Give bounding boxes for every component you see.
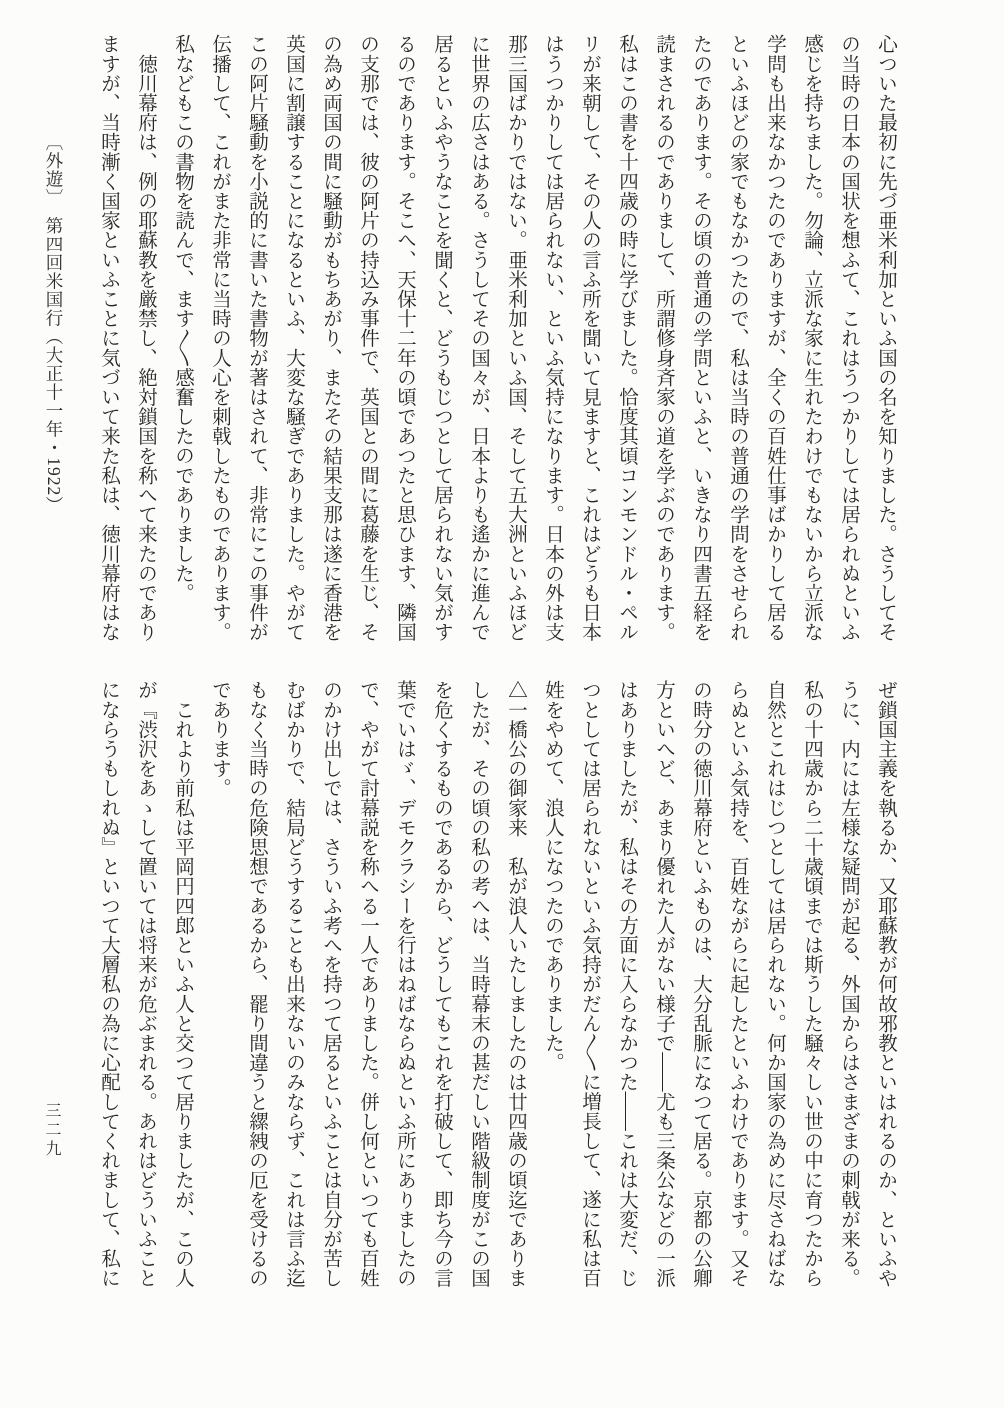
- text-column: 伝播して、これがまた非常に当時の人心を刺戟したものであります。: [209, 34, 230, 642]
- text-column: の当時の日本の国状を想ふて、これはうつかりしては居られぬといふ: [838, 34, 859, 642]
- text-column: はうつかりしては居られない、といふ気持になります。日本の外は支: [542, 34, 563, 642]
- text-column: 心ついた最初に先づ亜米利加といふ国の名を知りました。さうしてそ: [875, 34, 896, 642]
- text-column: △一橋公の御家来 私が浪人いたしましたのは廿四歳の頃迄でありま: [505, 680, 526, 1288]
- text-column: らぬといふ気持を、百姓ながらに起したといふわけであります。又そ: [727, 680, 748, 1288]
- text-column: はありましたが、私はその方面に入らなかつた――これは大変だ、じ: [616, 680, 637, 1288]
- text-column: 私はこの書を十四歳の時に学びました。恰度其頃コンモンドル・ペル: [616, 34, 637, 642]
- text-column: のかけ出しでは、さういふ考へを持つて居るといふことは自分が苦し: [320, 680, 341, 1288]
- text-column: もなく当時の危険思想であるから、罷り間違うと縲絏の厄を受けるの: [246, 680, 267, 1288]
- text-column: の為め両国の間に騒動がもちあがり、またその結果支那は遂に香港を: [320, 34, 341, 642]
- text-column: 方といへど、あまり優れた人がない様子で――尤も三条公などの一派: [653, 680, 674, 1288]
- text-column: ますが、当時漸く国家といふことに気づいて来た私は、徳川幕府はな: [98, 34, 119, 642]
- bottom-text-block: [90, 680, 904, 1310]
- running-header: 〔外遊〕 第四回米国行（大正十一年・1922）: [44, 133, 64, 515]
- text-column: 那三国ばかりではない。亜米利加といふ国、そして五大洲といふほど: [505, 34, 526, 642]
- text-column: に世界の広さはある。さうしてその国々が、日本よりも遙かに進んで: [468, 34, 489, 642]
- text-column: の時分の徳川幕府といふものは、大分乱脈になつて居る。京都の公卿: [690, 680, 711, 1288]
- text-column: 学問も出来なかつたのでありますが、全くの百姓仕事ばかりして居る: [764, 34, 785, 642]
- text-column: これより前私は平岡円四郎といふ人と交つて居りましたが、この人: [172, 680, 193, 1288]
- text-column: の支那では、彼の阿片の持込み事件で、英国との間に葛藤を生じ、そ: [357, 34, 378, 642]
- text-column: 居るといふやうなことを聞くと、どうもじつとして居られない気がす: [431, 34, 452, 642]
- text-column: 葉でいはゞ、デモクラシーを行はねばならぬといふ所にありましたの: [394, 680, 415, 1288]
- text-column: 私の十四歳から二十歳頃までは斯うした騒々しい世の中に育つたから: [801, 680, 822, 1288]
- text-column: 感じを持ちました。勿論、立派な家に生れたわけでもないから立派な: [801, 34, 822, 642]
- text-column: るのであります。そこへ、天保十二年の頃であつたと思ひます、隣国: [394, 34, 415, 642]
- text-column: リが来朝して、その人の言ふ所を聞いて見ますと、これはどうも日本: [579, 34, 600, 642]
- text-column: つとしては居られないといふ気持がだん〱に増長して、遂に私は百: [579, 680, 600, 1288]
- text-column: にならうもしれぬ』といつて大層私の為に心配してくれまして、私に: [98, 680, 119, 1288]
- text-column: で、やがて討幕説を称へる一人でありました。併し何といつても百姓: [357, 680, 378, 1288]
- text-column: 読まされるのでありまして、所謂修身斉家の道を学ぶのであります。: [653, 34, 674, 642]
- text-column: むばかりで、結局どうすることも出来ないのみならず、これは言ふ迄: [283, 680, 304, 1288]
- text-column: ぜ鎖国主義を執るか、又耶蘇教が何故邪教といはれるのか、といふや: [875, 680, 896, 1288]
- text-column: 徳川幕府は、例の耶蘇教を厳禁し、絶対鎖国を称へて来たのであり: [135, 34, 156, 642]
- text-column: うに、内には左様な疑問が起る、外国からはさまざまの刺戟が来る。: [838, 680, 859, 1288]
- text-column: 英国に割譲することになるといふ、大変な騒ぎでありました。やがて: [283, 34, 304, 642]
- text-column: この阿片騒動を小説的に書いた書物が著はされて、非常にこの事件が: [246, 34, 267, 642]
- text-column: 私などもこの書物を読んで、ます〱感奮したのでありました。: [172, 34, 193, 603]
- text-column: 姓をやめて、浪人になつたのでありました。: [542, 680, 563, 1072]
- text-column: したが、その頃の私の考へは、当時幕末の甚だしい階級制度がこの国: [468, 680, 489, 1288]
- text-column: を危くするものであるから、どうしてもこれを打破して、即ち今の言: [431, 680, 452, 1288]
- text-column: 自然とこれはじつとしては居られない。何か国家の為めに尽さねばな: [764, 680, 785, 1288]
- text-column: たのであります。その頃の普通の学問といふと、いきなり四書五経を: [690, 34, 711, 642]
- text-column: であります。: [209, 680, 230, 798]
- top-text-block: [90, 34, 904, 664]
- page-number: 三二九: [43, 1102, 60, 1159]
- text-column: といふほどの家でもなかつたので、私は当時の普通の学問をさせられ: [727, 34, 748, 642]
- text-column: が『渋沢をあゝして置いては将来が危ぶまれる。あれはどういふこと: [135, 680, 156, 1288]
